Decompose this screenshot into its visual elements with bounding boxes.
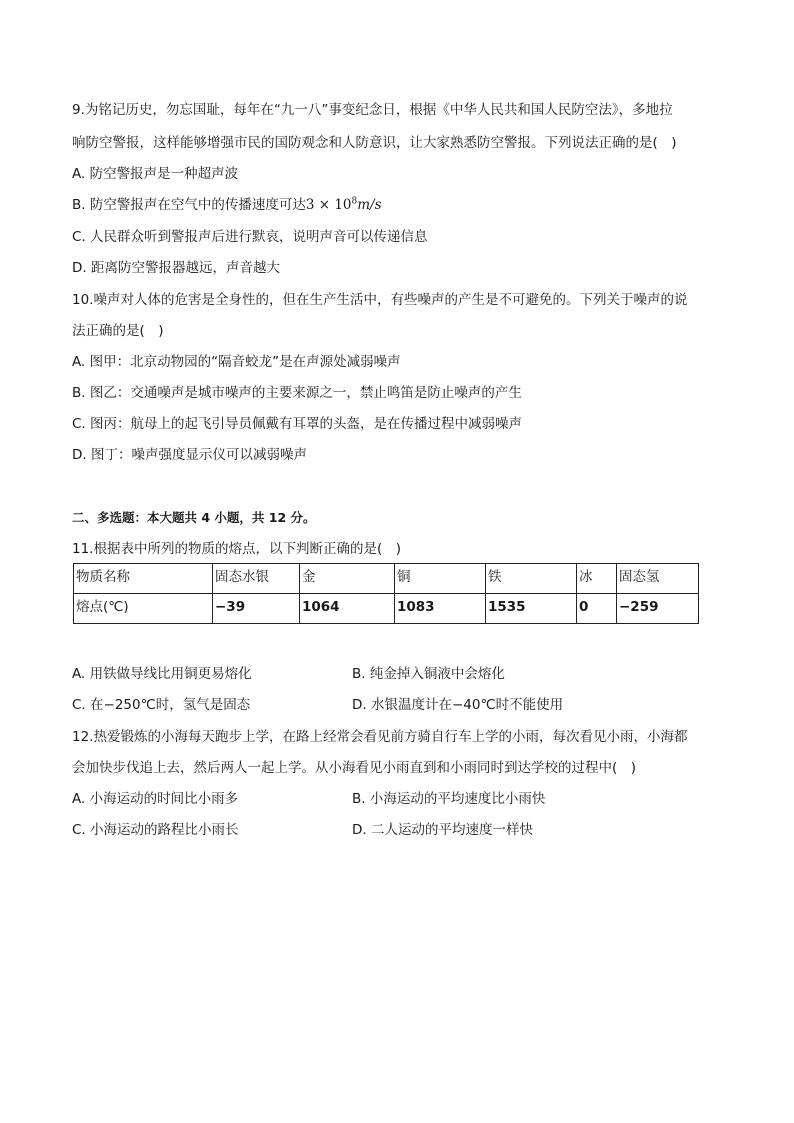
q10-stem-line2: 法正确的是( ) bbox=[72, 323, 164, 339]
q11-option-b: B. 纯金掉入铜液中会熔化 bbox=[352, 666, 505, 682]
table-cell: 1083 bbox=[395, 594, 486, 624]
q12-option-a: A. 小海运动的时间比小雨多 bbox=[72, 791, 239, 807]
q9-stem-line1: 9.为铭记历史，勿忘国耻，每年在“九一八”事变纪念日，根据《中华人民共和国人民防空法》，多地拉 bbox=[72, 102, 673, 118]
q9-formula-unit: m/s bbox=[357, 197, 382, 213]
table-cell: 冰 bbox=[577, 564, 617, 594]
table-cell: 铁 bbox=[486, 564, 577, 594]
q11-option-a: A. 用铁做导线比用铜更易熔化 bbox=[72, 666, 252, 682]
q12-stem-line2: 会加快步伐追上去，然后两人一起上学。从小海看见小雨直到和小雨同时到达学校的过程中( ) bbox=[72, 760, 637, 776]
table-header-row bbox=[74, 564, 699, 594]
melting-point-table bbox=[73, 563, 699, 624]
q12-option-c: C. 小海运动的路程比小雨长 bbox=[72, 822, 239, 838]
q10-stem-line1: 10.噪声对人体的危害是全身性的，但在生产生活中，有些噪声的产生是不可避免的。下列关于噪声的说 bbox=[72, 292, 688, 308]
table-cell: 0 bbox=[577, 594, 617, 624]
q10-option-c: C. 图丙：航母上的起飞引导员佩戴有耳罩的头盔，是在传播过程中减弱噪声 bbox=[72, 416, 523, 432]
q9-formula-exponent: 8 bbox=[351, 196, 358, 207]
table-row bbox=[74, 594, 699, 624]
q11-option-d: D. 水银温度计在−40℃时不能使用 bbox=[352, 697, 564, 713]
q9-stem-line2: 响防空警报，这样能够增强市民的国防观念和人防意识，让大家熟悉防空警报。下列说法正确的是( ) bbox=[72, 135, 677, 151]
q9-option-d: D. 距离防空警报器越远，声音越大 bbox=[72, 260, 280, 276]
q11-stem: 11.根据表中所列的物质的熔点，以下判断正确的是( ) bbox=[72, 541, 402, 557]
table-cell: 熔点(℃) bbox=[74, 594, 213, 624]
table-cell: 金 bbox=[300, 564, 395, 594]
table-cell: 固态水银 bbox=[213, 564, 300, 594]
q9-formula-base: 3 × 10 bbox=[305, 197, 352, 213]
table-cell: 1064 bbox=[300, 594, 395, 624]
q12-option-d: D. 二人运动的平均速度一样快 bbox=[352, 822, 533, 838]
q12-option-b: B. 小海运动的平均速度比小雨快 bbox=[352, 791, 546, 807]
table-cell: 1535 bbox=[486, 594, 577, 624]
q10-option-a: A. 图甲：北京动物园的“隔音蛟龙”是在声源处减弱噪声 bbox=[72, 354, 401, 370]
q10-option-d: D. 图丁：噪声强度显示仪可以减弱噪声 bbox=[72, 447, 307, 463]
q9-option-b bbox=[72, 195, 382, 215]
q10-option-b: B. 图乙：交通噪声是城市噪声的主要来源之一，禁止鸣笛是防止噪声的产生 bbox=[72, 385, 522, 401]
table-cell: 固态氢 bbox=[617, 564, 699, 594]
q9-option-b-text: B. 防空警报声在空气中的传播速度可达 bbox=[72, 197, 306, 213]
table-cell: 铜 bbox=[395, 564, 486, 594]
table-cell: −259 bbox=[617, 594, 699, 624]
q9-option-a: A. 防空警报声是一种超声波 bbox=[72, 166, 239, 182]
section-heading: 二、多选题：本大题共 4 小题，共 12 分。 bbox=[72, 510, 316, 525]
q11-option-c: C. 在−250℃时，氢气是固态 bbox=[72, 697, 251, 713]
table-cell: 物质名称 bbox=[74, 564, 213, 594]
q12-stem-line1: 12.热爱锻炼的小海每天跑步上学，在路上经常会看见前方骑自行车上学的小雨，每次看见小雨，小海都 bbox=[72, 729, 688, 745]
q9-option-c: C. 人民群众听到警报声后进行默哀，说明声音可以传递信息 bbox=[72, 229, 428, 245]
q9-option-b-formula bbox=[306, 197, 382, 213]
table-cell: −39 bbox=[213, 594, 300, 624]
